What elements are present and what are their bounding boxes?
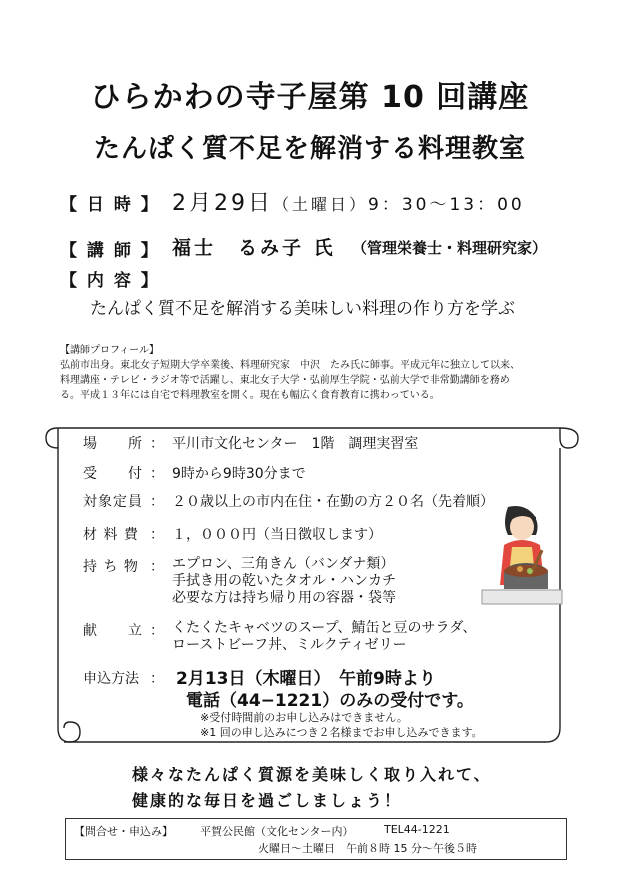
- profile-line: る。平成１３年には自宅で料理教室を開く。現在も幅広く食育教育に携わっている。: [60, 390, 440, 401]
- item-line: 手拭き用の乾いたタオル・ハンカチ: [172, 573, 396, 589]
- title-line1: ひらかわの寺子屋第 10 回講座: [90, 80, 530, 115]
- item-line: エプロン、三角きん（バンダナ類）: [172, 556, 395, 572]
- detail-label: 対象定員: [83, 494, 143, 510]
- datetime-value: [172, 186, 525, 217]
- content-label: 【 内 容 】: [60, 271, 160, 291]
- apply-label: 申込方法: [83, 671, 139, 687]
- detail-colon: ：: [150, 559, 164, 575]
- detail-colon: ：: [150, 466, 164, 482]
- datetime-label: 【 日 時 】: [60, 195, 160, 215]
- detail-value: [172, 556, 396, 607]
- detail-colon: ：: [150, 494, 164, 510]
- detail-colon: ：: [150, 436, 164, 452]
- item-line: 必要な方は持ち帰り用の容器・袋等: [172, 590, 396, 606]
- lecturer-name: 福士 るみ子 氏: [172, 237, 336, 259]
- lecturer-title: （管理栄養士・料理研究家）: [352, 239, 548, 257]
- detail-colon: ：: [150, 623, 164, 639]
- contact-place: 平賀公民館（文化センター内）: [200, 825, 354, 838]
- apply-colon: ：: [150, 671, 164, 687]
- detail-row-menu: [0, 620, 620, 660]
- cooking-woman-illustration: [478, 505, 568, 610]
- time: 9：30～13：00: [368, 195, 525, 215]
- detail-value: １，０００円（当日徴収します）: [172, 527, 382, 543]
- date: 2月29日: [172, 191, 273, 216]
- contact-hours: 火曜日～土曜日 午前８時 15 分～午後５時: [258, 842, 477, 855]
- detail-value: ２０歳以上の市内在住・在勤の方２０名（先着順）: [172, 494, 494, 510]
- detail-value: 平川市文化センター 1階 調理実習室: [172, 436, 419, 452]
- content-text: たんぱく質不足を解消する美味しい料理の作り方を学ぶ: [90, 299, 515, 319]
- detail-value: [172, 620, 477, 654]
- profile-block: [60, 343, 580, 403]
- detail-label: 材 料 費: [83, 527, 139, 543]
- title-line2: たんぱく質不足を解消する料理教室: [93, 134, 526, 164]
- detail-row-place: [0, 433, 620, 453]
- menu-line: くたくたキャベツのスープ、鯖缶と豆のサラダ、: [172, 620, 477, 636]
- slogan-line2: 健康的な毎日を過ごしましょう！: [132, 791, 403, 810]
- detail-label: 献 立: [83, 623, 143, 639]
- apply-line2: 電話（44−1221）のみの受付です。: [186, 691, 474, 711]
- detail-label: 持 ち 物: [83, 559, 139, 575]
- weekday: （土曜日）: [273, 195, 369, 214]
- detail-value: 9時から9時30分まで: [172, 466, 306, 482]
- lecturer-label: 【 講 師 】: [60, 241, 160, 261]
- detail-label: 受 付: [83, 466, 143, 482]
- profile-line: 弘前市出身。東北女子短期大学卒業後、料理研究家 中沢 たみ氏に師事。平成元年に独立して以来、: [60, 360, 520, 371]
- contact-box: [65, 818, 567, 860]
- contact-tel: TEL44-1221: [384, 823, 450, 836]
- profile-heading: 【講師プロフィール】: [60, 345, 159, 356]
- detail-label: 場 所: [83, 436, 143, 452]
- apply-note1: ※受付時間前のお申し込みはできません。: [200, 711, 408, 724]
- slogan-line1: 様々なたんぱく質源を美味しく取り入れて、: [132, 765, 492, 784]
- detail-colon: ：: [150, 527, 164, 543]
- apply-note2: ※1 回の申し込みにつき２名様までお申し込みできます。: [200, 726, 483, 739]
- menu-line: ローストビーフ丼、ミルクティゼリー: [172, 637, 407, 653]
- detail-row-reception: [0, 463, 620, 483]
- profile-line: 料理講座・テレビ・ラジオ等で活躍し、東北女子大学・弘前厚生学院・弘前大学で非常勤講師を務め: [60, 375, 510, 386]
- contact-label: 【問合せ・申込み】: [74, 825, 173, 838]
- apply-line1: 2月13日（木曜日） 午前9時より: [176, 669, 436, 689]
